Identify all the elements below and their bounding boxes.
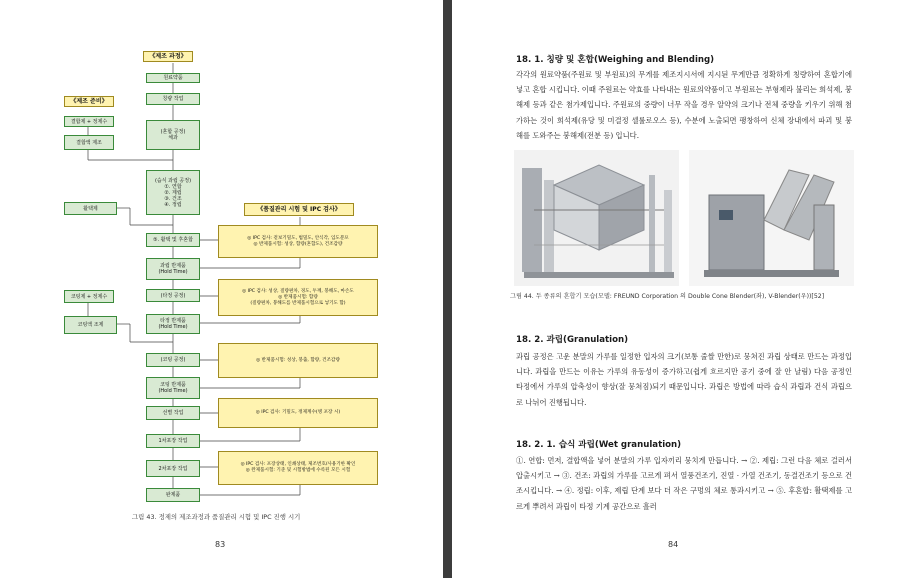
step-tableting: (타정 공정) bbox=[146, 289, 200, 302]
step-raw-materials: 원료약품 bbox=[146, 73, 200, 83]
prep-lubricant: 활택제 bbox=[64, 202, 117, 215]
step-primary-packaging: 1차포장 작업 bbox=[146, 434, 200, 448]
step-coated-intermediate: 코팅 반제품 (Hold Time) bbox=[146, 377, 200, 399]
section-18-2-1-paragraph: ①. 연합: 먼저, 결합액을 넣어 분말의 가루 입자끼리 뭉치게 만듭니다. → ②. 제립: 그런 다음 체로 걸러서 압출시키고 → ③. 건조: 과립의 가루를 고르게 펴서 열풍건조기, 진열 · 가열 건조기, 동결건조기 등으로 건조시킵니다. → ④. 정립: 이후, 제립 단계 보다 더 작은 구멍의 체로 통과시키고 → ⑤. 후혼합: 활택제를 고르게 뿌려서 과립이 타정 기계 공간으로 흘러 bbox=[516, 456, 852, 511]
section-18-2-paragraph: 과립 공정은 고운 분말의 가루를 일정한 입자의 크기(보통 줄쌀 만한)로 뭉쳐진 과립 상태로 만드는 과정입니다. 과립을 만드는 이유는 가루의 유동성이 증가하고(쉽게 흐르지만 공기 중에 잘 안 날림) 다음 공정인 타정에서 가루의 압축성이 향상(잘 뭉쳐짐)되기 때문입니다. 과립은 방법에 따라 습식 과립과 건식 과립으로 나뉘어 진행됩니다. bbox=[516, 352, 852, 407]
figure-43-caption: 그림 43. 정제의 제조과정과 품질관리 시험 및 IPC 진행 시기 bbox=[132, 513, 301, 521]
prep-binder-water: 결합제 + 정제수 bbox=[64, 116, 114, 127]
page-84 bbox=[452, 0, 900, 578]
page-83 bbox=[0, 0, 443, 578]
section-18-2-heading: 18. 2. 과립(Granulation) bbox=[516, 335, 629, 345]
double-cone-blender-image bbox=[514, 150, 679, 286]
step-secondary-packaging: 2차포장 작업 bbox=[146, 460, 200, 477]
prep-coating-water: 코팅제 + 정제수 bbox=[64, 290, 114, 303]
qc-packaging-tests: ◎ IPC 검사: 포장상태, 인쇄상태, 제조번호/사용기한 확인 ◎ 완제품시험: 기준 및 시험방법에 수록된 모든 시험 bbox=[218, 451, 378, 485]
section-18-1-heading: 18. 1. 칭량 및 혼합(Weighing and Blending) bbox=[516, 55, 715, 65]
figure-44-caption: 그림 44. 두 종류의 혼합기 모습(모델: FREUND Corporation 의 Double Cone Blender(좌), V-Blender(우))[52] bbox=[510, 293, 825, 300]
v-blender-image bbox=[689, 150, 854, 286]
step-sorting: 선별 작업 bbox=[146, 406, 200, 420]
step-wet-granulation: (습식 과립 공정) ①. 연합 ②. 제립 ③. 건조 ④. 정립 bbox=[146, 170, 200, 215]
section-18-2-1-heading: 18. 2. 1. 습식 과립(Wet granulation) bbox=[516, 440, 682, 450]
qc-sorting-tests: ◎ IPC 검사: 기밀도, 정제계수(병 포장 시) bbox=[218, 398, 378, 428]
step-coating: (코팅 공정) bbox=[146, 353, 200, 367]
qc-title: 《품질관리 시험 및 IPC 검사》 bbox=[244, 203, 354, 216]
qc-tablet-tests: ◎ IPC 검사: 성상, 질량편차, 경도, 두께, 붕해도, 마손도 ◎ 반제품시험: 함량 (질량편차, 붕해도를 반제품시험으로 넣기도 함) bbox=[218, 279, 378, 316]
prep-binder-solution: 결합액 제조 bbox=[64, 135, 114, 150]
step-lubrication: ⑤. 활택 및 후혼합 bbox=[146, 233, 200, 247]
page-number-84: 84 bbox=[668, 540, 679, 549]
process-title: 《제조 과정》 bbox=[143, 51, 193, 62]
step-granule-intermediate: 과립 반제품 (Hold Time) bbox=[146, 258, 200, 280]
section-18-1-paragraph: 각각의 원료약품(주원료 및 부원료)의 무게를 제조지시서에 지시된 무게만큼 정확하게 칭량하여 혼합기에 넣고 혼합 시킵니다. 이때 주원료는 약효를 나타내는 원료의약품이고 부원료는 부형제라 불리는 희석제, 붕해제 등과 같은 첨가제입니다. 주원료의 중량이 너무 작을 경우 알약의 크기나 전체 중량을 키우기 위해 첨가하는 것이 희석제(유당 및 미결정 셀룰로오스 등), 수분에 노출되면 팽창하여 신체 장내에서 파괴 및 붕해를 도와주는 붕해제(전분 등) 입니다. bbox=[516, 70, 852, 140]
step-mixing: (혼합 공정) 체과 bbox=[146, 120, 200, 150]
step-finished-product: 완제품 bbox=[146, 488, 200, 502]
qc-granule-tests: ◎ IPC 검사: 겉보기밀도, 법밀도, 안식각, 입도분포 ◎ 반제품시험: 성상, 함량(혼합도), 건조감량 bbox=[218, 225, 378, 258]
blender-photos bbox=[514, 150, 854, 286]
qc-coating-tests: ◎ 반제품시험: 성상, 붕출, 함량, 건조감량 bbox=[218, 343, 378, 378]
step-weighing: 칭량 작업 bbox=[146, 93, 200, 105]
step-tablet-intermediate: 타정 반제품 (Hold Time) bbox=[146, 314, 200, 334]
page-gutter bbox=[443, 0, 452, 578]
prep-coating-solution: 코팅액 조제 bbox=[64, 316, 117, 334]
page-number-83: 83 bbox=[215, 540, 226, 549]
prep-title: 《제조 준비》 bbox=[64, 96, 114, 107]
